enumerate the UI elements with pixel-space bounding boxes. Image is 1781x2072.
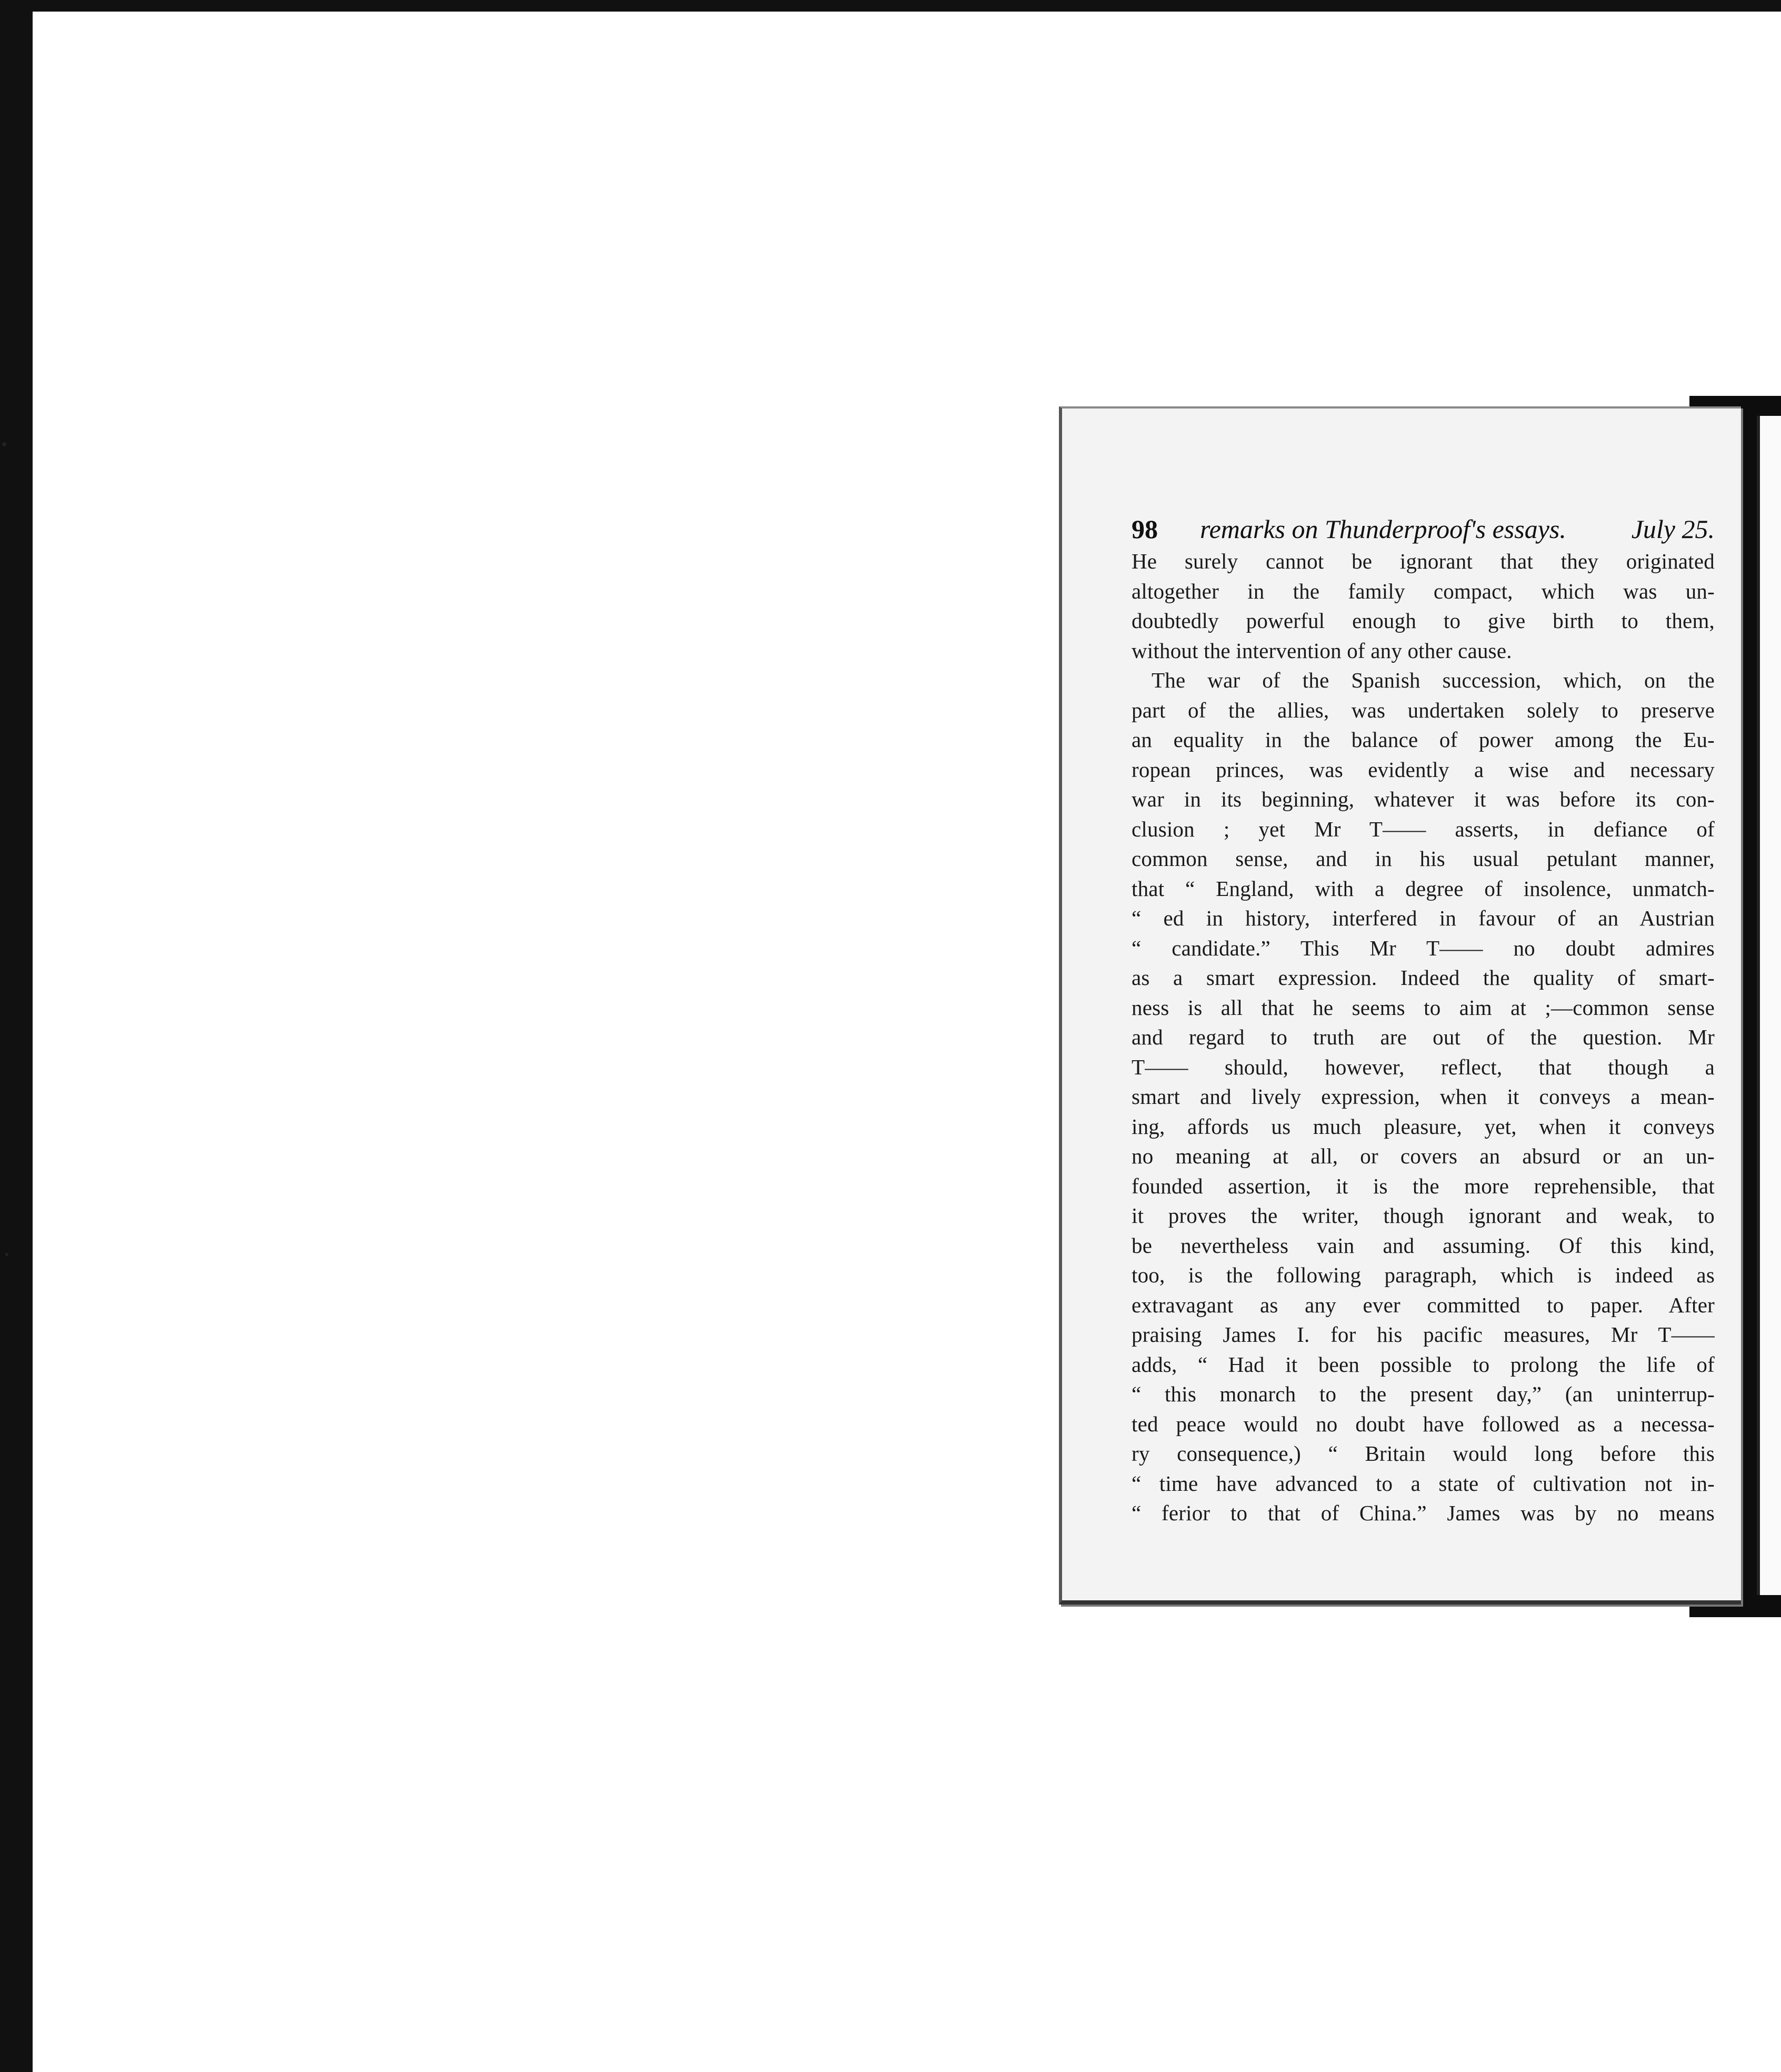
adjacent-page-sliver	[1757, 416, 1781, 1595]
scan-speck	[2, 442, 6, 446]
text-line: altogether in the family compact, which was un-	[1132, 579, 1715, 603]
text-line: “ time have advanced to a state of cultivation not in-	[1132, 1471, 1715, 1496]
text-line: ropean princes, was evidently a wise and necessary	[1132, 757, 1715, 782]
text-line: common sense, and in his usual petulant manner,	[1132, 846, 1715, 871]
text-line: smart and lively expression, when it conveys a mean-	[1132, 1084, 1715, 1109]
page-number: 98	[1132, 514, 1158, 544]
text-line: part of the allies, was undertaken solely to preserve	[1132, 698, 1715, 722]
text-line: “ ferior to that of China.” James was by no means	[1132, 1501, 1715, 1525]
text-line: ted peace would no doubt have followed as a necessa-	[1132, 1411, 1715, 1436]
text-line: ry consequence,) “ Britain would long before this	[1132, 1441, 1715, 1466]
text-line: without the intervention of any other cause.	[1132, 638, 1512, 663]
text-line: too, is the following paragraph, which is indeed as	[1132, 1263, 1715, 1287]
running-date: July 25.	[1631, 514, 1715, 544]
text-line: ing, affords us much pleasure, yet, when it conveys	[1132, 1114, 1715, 1139]
text-line: that “ England, with a degree of insolence, unmatch-	[1132, 876, 1715, 901]
text-line: The war of the Spanish succession, which, on the	[1152, 668, 1715, 692]
text-line: it proves the writer, though ignorant and weak, to	[1132, 1203, 1715, 1228]
text-line: “ ed in history, interfered in favour of an Austrian	[1132, 906, 1715, 930]
text-line: extravagant as any ever committed to paper. After	[1132, 1292, 1715, 1317]
text-line: He surely cannot be ignorant that they originated	[1132, 549, 1715, 573]
page-body-text	[1132, 546, 1715, 1528]
text-line: ness is all that he seems to aim at ;—common sense	[1132, 995, 1715, 1020]
text-line: be nevertheless vain and assuming. Of this kind,	[1132, 1233, 1715, 1258]
text-line: founded assertion, it is the more reprehensible, that	[1132, 1173, 1715, 1198]
text-line: and regard to truth are out of the question. Mr	[1132, 1025, 1715, 1049]
text-line: “ this monarch to the present day,” (an uninterrup-	[1132, 1382, 1715, 1406]
scan-speck	[5, 1253, 8, 1256]
text-line: clusion ; yet Mr T—— asserts, in defiance of	[1132, 816, 1715, 841]
text-line: praising James I. for his pacific measures, Mr T——	[1132, 1322, 1715, 1347]
text-line: no meaning at all, or covers an absurd or an un-	[1132, 1144, 1715, 1168]
text-line: “ candidate.” This Mr T—— no doubt admires	[1132, 935, 1715, 960]
text-line: as a smart expression. Indeed the quality of smart-	[1132, 965, 1715, 990]
text-line: an equality in the balance of power among the Eu-	[1132, 728, 1715, 752]
text-line: T—— should, however, reflect, that though a	[1132, 1054, 1715, 1079]
text-line: adds, “ Had it been possible to prolong the life of	[1132, 1352, 1715, 1377]
scan-border-top	[0, 0, 1781, 12]
book-page	[1059, 406, 1741, 1605]
text-line: doubtedly powerful enough to give birth to them,	[1132, 609, 1715, 633]
running-header	[1132, 514, 1715, 543]
running-title: remarks on Thunderproof's essays.	[1200, 514, 1566, 544]
scan-border-left	[0, 0, 33, 2072]
text-line: war in its beginning, whatever it was before its con-	[1132, 787, 1715, 811]
